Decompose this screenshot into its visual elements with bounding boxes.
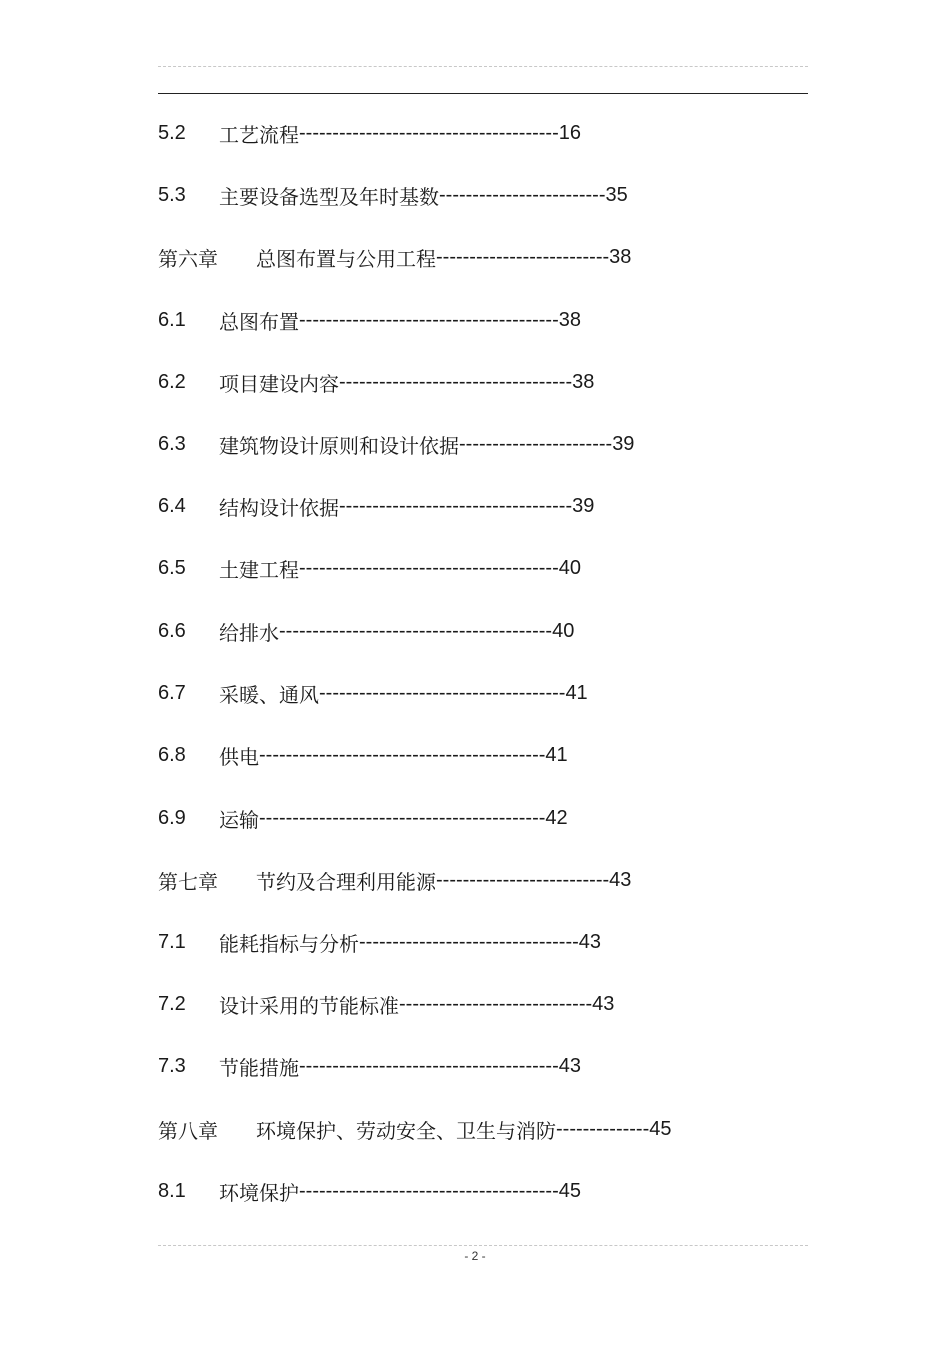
toc-entry-6-6[interactable] xyxy=(158,616,574,646)
toc-entry-chapter-8[interactable] xyxy=(158,1114,672,1144)
toc-page: 38 xyxy=(558,308,581,331)
toc-title: 结构设计依据 xyxy=(219,495,339,520)
toc-number: 6.2 xyxy=(158,370,186,393)
toc-leader: -------------------------- xyxy=(436,245,610,268)
toc-entry-6-1[interactable] xyxy=(158,305,581,335)
toc-entry-chapter-6[interactable] xyxy=(158,242,631,272)
toc-leader: ----------------------------------- xyxy=(339,494,573,517)
toc-number: 7.2 xyxy=(158,992,186,1015)
toc-entry-6-5[interactable] xyxy=(158,553,581,583)
toc-title: 设计采用的节能标准 xyxy=(219,993,399,1018)
toc-page: 43 xyxy=(558,1054,581,1077)
toc-leader: ------------------------------------------- xyxy=(259,743,546,766)
toc-title: 能耗指标与分析 xyxy=(219,931,359,956)
toc-number: 6.8 xyxy=(158,743,186,766)
toc-number: 5.2 xyxy=(158,121,186,144)
toc-entry-8-1[interactable] xyxy=(158,1176,581,1206)
toc-page: 45 xyxy=(558,1179,581,1202)
toc-leader: ----------------------------------------- xyxy=(279,619,553,642)
toc-title: 环境保护、劳动安全、卫生与消防 xyxy=(256,1118,556,1143)
toc-title: 环境保护 xyxy=(219,1180,299,1205)
toc-number: 5.3 xyxy=(158,183,186,206)
toc-chapter-number: 第八章 xyxy=(158,1118,218,1143)
toc-title: 总图布置与公用工程 xyxy=(256,246,436,271)
toc-number: 6.4 xyxy=(158,494,186,517)
toc-entry-6-7[interactable] xyxy=(158,678,588,708)
toc-entry-5-2[interactable] xyxy=(158,118,581,148)
toc-title: 节能措施 xyxy=(219,1055,299,1080)
toc-entry-7-1[interactable] xyxy=(158,927,601,957)
toc-chapter-number: 第七章 xyxy=(158,869,218,894)
toc-page: 39 xyxy=(612,432,635,455)
toc-entry-5-3[interactable] xyxy=(158,180,628,210)
toc-entry-7-3[interactable] xyxy=(158,1051,581,1081)
toc-page: 45 xyxy=(649,1117,672,1140)
toc-entry-6-2[interactable] xyxy=(158,367,594,397)
toc-title: 给排水 xyxy=(219,620,279,645)
footer-dashed-line xyxy=(158,1245,808,1246)
toc-leader: ------------------------------------- xyxy=(319,681,566,704)
toc-page: 43 xyxy=(578,930,602,953)
toc-leader: --------------------------------------- xyxy=(299,1054,559,1077)
toc-leader: --------------------------------- xyxy=(359,930,579,953)
toc-leader: ------------------------- xyxy=(439,183,606,206)
toc-leader: ----------------------- xyxy=(459,432,613,455)
page-number: - 2 - xyxy=(464,1249,486,1263)
header-rule xyxy=(158,93,808,94)
toc-title: 项目建设内容 xyxy=(219,371,339,396)
toc-leader: -------------------------- xyxy=(436,868,610,891)
toc-number: 7.1 xyxy=(158,930,186,953)
toc-entry-7-2[interactable] xyxy=(158,989,614,1019)
toc-entry-chapter-7[interactable] xyxy=(158,865,631,895)
toc-leader: ----------------------------------- xyxy=(339,370,573,393)
toc-leader: --------------------------------------- xyxy=(299,1179,559,1202)
toc-page: 41 xyxy=(565,681,588,704)
toc-number: 6.9 xyxy=(158,806,186,829)
toc-number: 6.1 xyxy=(158,308,186,331)
toc-page: 16 xyxy=(558,121,581,144)
toc-leader: ------------------------------------------- xyxy=(259,806,546,829)
toc-page: 43 xyxy=(592,992,615,1015)
toc-page: 43 xyxy=(609,868,632,891)
toc-page: 35 xyxy=(605,183,628,206)
toc-title: 总图布置 xyxy=(219,309,299,334)
toc-title: 运输 xyxy=(219,807,259,832)
toc-title: 节约及合理利用能源 xyxy=(256,869,436,894)
toc-title: 采暖、通风 xyxy=(219,682,319,707)
toc-page: 40 xyxy=(558,556,581,579)
toc-entry-6-4[interactable] xyxy=(158,491,594,521)
toc-number: 6.6 xyxy=(158,619,186,642)
toc-page: 42 xyxy=(545,806,568,829)
toc-title: 工艺流程 xyxy=(219,122,299,147)
toc-leader: -------------- xyxy=(556,1117,650,1140)
toc-entry-6-3[interactable] xyxy=(158,429,634,459)
toc-number: 6.3 xyxy=(158,432,186,455)
toc-title: 供电 xyxy=(219,744,259,769)
toc-leader: ----------------------------- xyxy=(399,992,593,1015)
toc-entry-6-8[interactable] xyxy=(158,740,568,770)
toc-leader: --------------------------------------- xyxy=(299,556,559,579)
header-dashed-line xyxy=(158,66,808,67)
toc-number: 7.3 xyxy=(158,1054,186,1077)
toc-page: 38 xyxy=(572,370,595,393)
toc-number: 6.5 xyxy=(158,556,186,579)
toc-leader: --------------------------------------- xyxy=(299,121,559,144)
toc-entry-6-9[interactable] xyxy=(158,803,568,833)
toc-leader: --------------------------------------- xyxy=(299,308,559,331)
toc-title: 建筑物设计原则和设计依据 xyxy=(219,433,459,458)
toc-title: 土建工程 xyxy=(219,557,299,582)
toc-page: 41 xyxy=(545,743,568,766)
toc-page: 40 xyxy=(552,619,575,642)
toc-number: 6.7 xyxy=(158,681,186,704)
toc-title: 主要设备选型及年时基数 xyxy=(219,184,439,209)
toc-page: 39 xyxy=(572,494,595,517)
toc-number: 8.1 xyxy=(158,1179,186,1202)
toc-chapter-number: 第六章 xyxy=(158,246,218,271)
toc-page: 38 xyxy=(609,245,632,268)
